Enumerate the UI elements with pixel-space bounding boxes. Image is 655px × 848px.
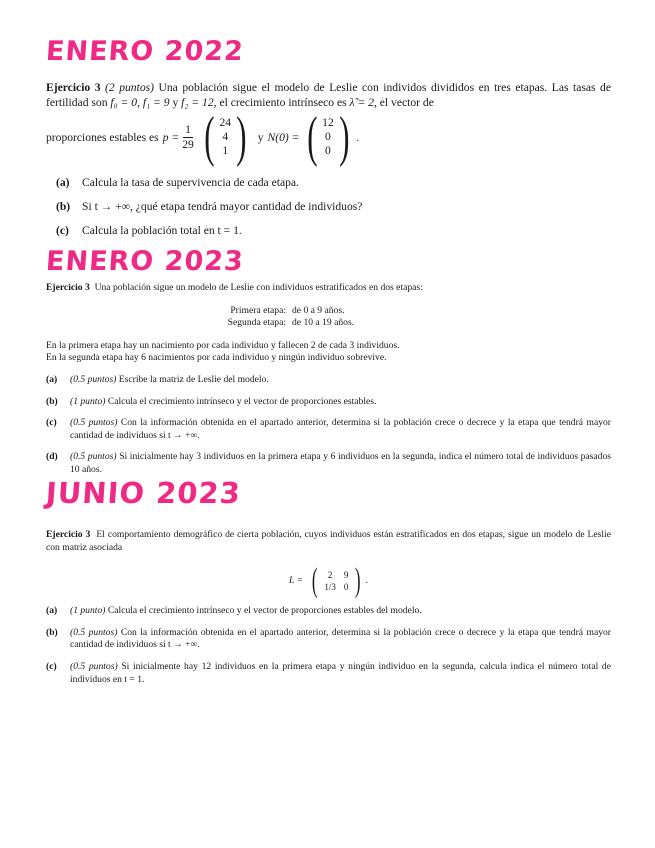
item-points: (0.5 puntos) [70, 373, 117, 385]
list-item [46, 451, 611, 476]
heading-junio-2023: JUNIO 2023 [44, 476, 243, 510]
p-vec-2: 4 [222, 130, 229, 143]
ex1-intro-d: el vector de [379, 96, 434, 109]
list-item [46, 661, 611, 686]
matrix-cell: 2 [327, 570, 333, 581]
ex1-and: y [257, 130, 264, 144]
ex1-intro-c: el crecimiento intrínseco es [219, 96, 347, 109]
matrix [309, 562, 364, 600]
exercise-junio-2023 [46, 529, 611, 686]
item-label: (c) [56, 224, 69, 237]
item-points: (1 punto) [70, 395, 106, 407]
stage-row [204, 305, 611, 318]
ex1-intro-b: Las tasas de fertilidad son [46, 81, 611, 109]
ex1-n0: N(0) = [267, 130, 300, 144]
ex1-frac-den: 29 [182, 137, 194, 151]
ex3-leslie-matrix [46, 562, 611, 600]
ex3-period: . [365, 574, 369, 586]
ex1-points: (2 puntos) [105, 81, 154, 94]
item-label: (c) [46, 660, 57, 672]
matrix-cell: 0 [343, 582, 349, 593]
exercise-enero-2022 [46, 80, 611, 238]
ex2-intro-text: Una población sigue un modelo de Leslie con individuos estratificados en dos etapas: [94, 282, 423, 293]
right-paren: ) [355, 562, 361, 600]
item-text: Calcula el crecimiento intrínseco y el vector de proporciones estables del modelo. [107, 605, 422, 617]
stage-key: Primera etapa: [230, 304, 286, 316]
ex3-label: Ejercicio 3 [46, 529, 91, 540]
exercise-enero-2023 [46, 282, 611, 477]
left-paren: ( [306, 106, 317, 168]
item-text: Con la información obtenida en el apartado anterior, determina si la población crece o decrece y la etapa que tendrá mayor cantidad de individuos si t → +∞. [70, 417, 611, 441]
stage-key: Segunda etapa: [227, 317, 286, 329]
list-item [46, 605, 611, 618]
ex2-desc1: En la primera etapa hay un nacimiento por cada individuo y fallecen 2 de cada 3 individuos. [46, 339, 400, 351]
item-label: (b) [46, 395, 58, 407]
p-vec-3: 1 [222, 144, 229, 157]
list-item [56, 199, 611, 214]
item-text: Si inicialmente hay 3 individuos en la primera etapa y 6 individuos en la segunda, indica el número total de individuos pasados 10 años. [70, 451, 611, 475]
ex1-y: y [172, 96, 179, 109]
matrix-cell: 1/3 [324, 582, 336, 593]
ex1-formula-line [46, 106, 611, 168]
list-item [46, 396, 611, 409]
ex2-stages [204, 305, 611, 330]
item-text: Calcula el crecimiento intrínseco y el vector de proporciones estables. [107, 395, 377, 407]
list-item [46, 374, 611, 387]
ex1-intro [46, 80, 611, 110]
list-item [46, 627, 611, 652]
stage-value: de 0 a 9 años. [292, 304, 345, 316]
ex1-frac-num: 1 [185, 122, 191, 136]
item-label: (a) [56, 176, 70, 189]
right-paren: ) [236, 106, 247, 168]
left-paren: ( [311, 562, 318, 600]
ex1-f0: f₀ = 0, [110, 96, 140, 109]
list-item [56, 175, 611, 190]
ex1-label: Ejercicio 3 [46, 81, 101, 94]
item-text: Calcula la tasa de supervivencia de cada etapa. [82, 176, 299, 189]
stage-row [204, 317, 611, 330]
list-item [46, 417, 611, 442]
item-text: Con la información obtenida en el apartado anterior, determina si la población crece o decrece y la etapa que tendrá mayor cantidad de individuos si t → +∞. [70, 626, 611, 651]
ex3-items [46, 605, 611, 686]
ex1-fraction [182, 123, 194, 152]
item-text: Si inicialmente hay 12 individuos en la primera etapa y ningún individuo en la segunda, calcula indica el número total de individuos en t = 1. [70, 660, 611, 685]
ex2-desc2: En la segunda etapa hay 6 nacimientos por cada individuo y ningún individuo sobrevive. [46, 352, 387, 364]
ex1-p-vector [200, 106, 251, 168]
item-label: (b) [46, 626, 58, 638]
item-text: Escribe la matriz de Leslie del modelo. [118, 373, 269, 385]
ex1-prop-label: proporciones estables es [46, 130, 159, 144]
ex3-intro [46, 529, 611, 554]
p-vec-1: 24 [219, 116, 232, 129]
heading-enero-2022: ENERO 2022 [44, 36, 245, 67]
ex2-items [46, 374, 611, 477]
ex3-L-eq: L = [288, 574, 303, 586]
item-label: (a) [46, 605, 58, 617]
n-vec-3: 0 [325, 144, 331, 157]
heading-enero-2023: ENERO 2023 [44, 246, 245, 277]
ex1-items [46, 175, 611, 238]
ex1-intro-a: Una población sigue el modelo de Leslie con individos divididos en tres etapas. [158, 81, 548, 94]
matrix-cell: 9 [343, 570, 349, 581]
item-label: (d) [46, 451, 58, 463]
ex1-period: . [356, 130, 360, 144]
right-paren: ) [338, 106, 350, 168]
item-points: (0.5 puntos) [70, 660, 118, 672]
item-text: Calcula la población total en t = 1. [82, 224, 242, 237]
ex2-intro [46, 282, 611, 295]
ex1-p-eq: p = [162, 130, 180, 144]
item-points: (0.5 puntos) [70, 417, 118, 429]
ex1-f1: f₁ = 9 [142, 96, 170, 109]
ex2-label: Ejercicio 3 [46, 282, 90, 293]
stage-value: de 10 a 19 años. [292, 317, 355, 329]
ex1-n-vector [303, 106, 354, 168]
ex3-intro-text: El comportamiento demográfico de cierta población, cuyos individuos están estratificados en dos etapas, sigue un modelo de Leslie con matriz asociada [46, 529, 611, 553]
item-points: (0.5 puntos) [70, 626, 118, 638]
n-vec-1: 12 [322, 116, 334, 129]
ex1-f2: f₂ = 12, [181, 96, 217, 109]
item-label: (c) [46, 417, 57, 429]
item-points: (1 punto) [70, 605, 106, 617]
item-label: (a) [46, 373, 58, 385]
item-label: (b) [56, 200, 71, 213]
n-vec-2: 0 [325, 130, 331, 143]
ex1-lambda: λ̃ = 2, [349, 96, 377, 109]
item-points: (0.5 puntos) [70, 451, 117, 463]
item-text: Si t → +∞, ¿qué etapa tendrá mayor cantidad de individuos? [82, 200, 363, 213]
list-item [56, 223, 611, 238]
left-paren: ( [204, 106, 215, 168]
